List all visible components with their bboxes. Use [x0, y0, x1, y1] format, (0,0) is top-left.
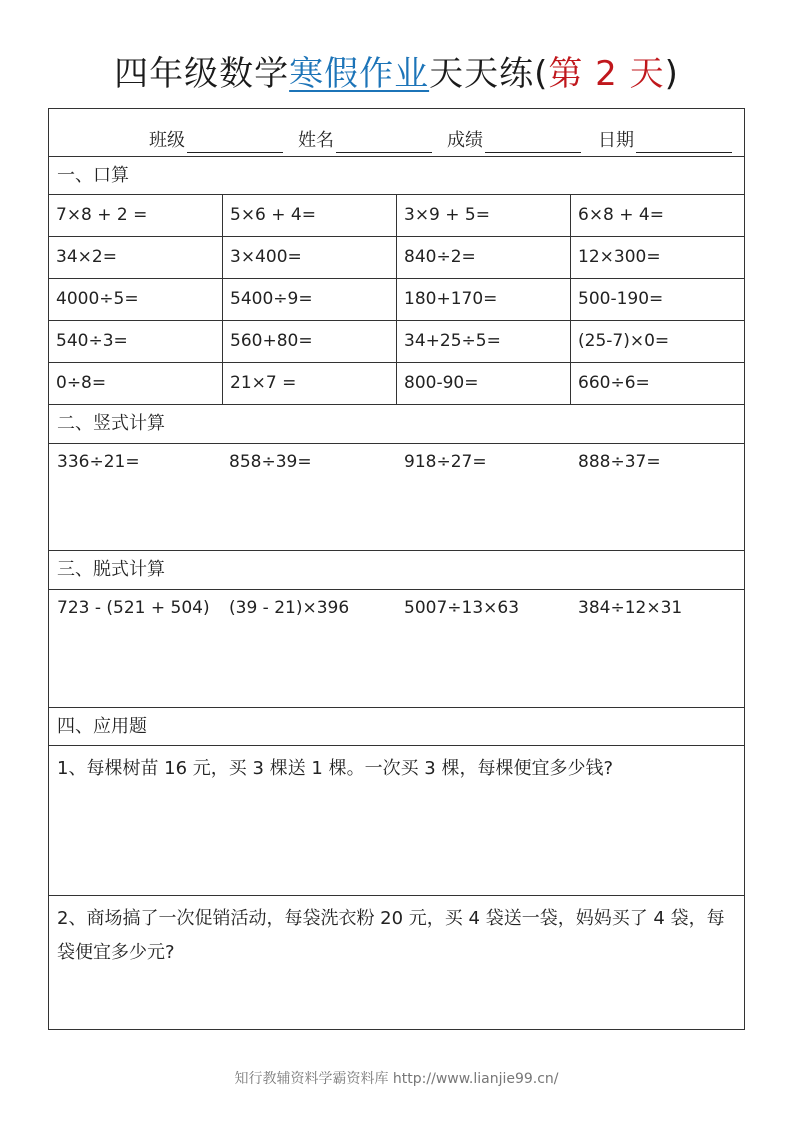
info-row: [49, 109, 744, 157]
date-blank: [636, 132, 732, 153]
oral-item: 840÷2=: [397, 237, 571, 279]
oral-item: 800-90=: [397, 363, 571, 405]
vertical-calc-area: [49, 444, 744, 551]
vertical-item: 858÷39=: [229, 452, 312, 472]
title-highlight: 寒假作业: [289, 54, 430, 94]
oral-item: 180+170=: [397, 279, 571, 321]
oral-item: 540÷3=: [49, 321, 223, 363]
oral-item: 3×9 + 5=: [397, 195, 571, 237]
oral-item: 34×2=: [49, 237, 223, 279]
section1-heading: 一、口算: [49, 157, 744, 195]
oral-item: 21×7 =: [223, 363, 397, 405]
score-field: [447, 129, 581, 153]
oral-item: 660÷6=: [571, 363, 744, 405]
oral-item: 7×8 + 2 =: [49, 195, 223, 237]
step-item: (39 - 21)×396: [229, 598, 350, 618]
step-calc-area: [49, 590, 744, 708]
worksheet: [48, 108, 745, 1030]
score-blank: [485, 132, 581, 153]
oral-item: 500-190=: [571, 279, 744, 321]
oral-item: 12×300=: [571, 237, 744, 279]
oral-item: 5400÷9=: [223, 279, 397, 321]
date-field: [598, 129, 732, 153]
oral-item: 5×6 + 4=: [223, 195, 397, 237]
section3-heading: 三、脱式计算: [49, 551, 744, 590]
word-problem-1: 1、每棵树苗 16 元，买 3 棵送 1 棵。一次买 3 棵，每棵便宜多少钱?: [49, 746, 744, 896]
class-label: 班级: [149, 130, 185, 151]
vertical-item: 888÷37=: [578, 452, 661, 472]
step-item: 384÷12×31: [578, 598, 683, 618]
section2-heading: 二、竖式计算: [49, 405, 744, 444]
oral-item: 560+80=: [223, 321, 397, 363]
page-title: [0, 44, 793, 104]
title-close: ): [664, 54, 679, 94]
oral-item: 4000÷5=: [49, 279, 223, 321]
footer-source: 知行教辅资料学霸资料库 http://www.lianjie99.cn/: [234, 1071, 559, 1087]
step-item: 723 - (521 + 504): [57, 598, 210, 618]
vertical-item: 336÷21=: [57, 452, 140, 472]
date-label: 日期: [598, 130, 634, 151]
oral-item: 34+25÷5=: [397, 321, 571, 363]
name-field: [298, 129, 432, 153]
class-blank: [187, 132, 283, 153]
title-grade: 四年级数学: [114, 54, 290, 94]
oral-item: 0÷8=: [49, 363, 223, 405]
name-blank: [336, 132, 432, 153]
word-problem-2: 2、商场搞了一次促销活动，每袋洗衣粉 20 元，买 4 袋送一袋，妈妈买了 4 袋，每袋便宜多少元?: [57, 908, 725, 963]
step-item: 5007÷13×63: [404, 598, 520, 618]
oral-item: 6×8 + 4=: [571, 195, 744, 237]
oral-item: 3×400=: [223, 237, 397, 279]
class-field: [149, 129, 283, 153]
title-practice: 天天练(: [429, 54, 549, 94]
score-label: 成绩: [447, 130, 483, 151]
name-label: 姓名: [298, 130, 334, 151]
vertical-item: 918÷27=: [404, 452, 487, 472]
oral-item: (25-7)×0=: [571, 321, 744, 363]
section4-heading: 四、应用题: [49, 708, 744, 746]
title-day: 第 2 天: [548, 54, 665, 94]
